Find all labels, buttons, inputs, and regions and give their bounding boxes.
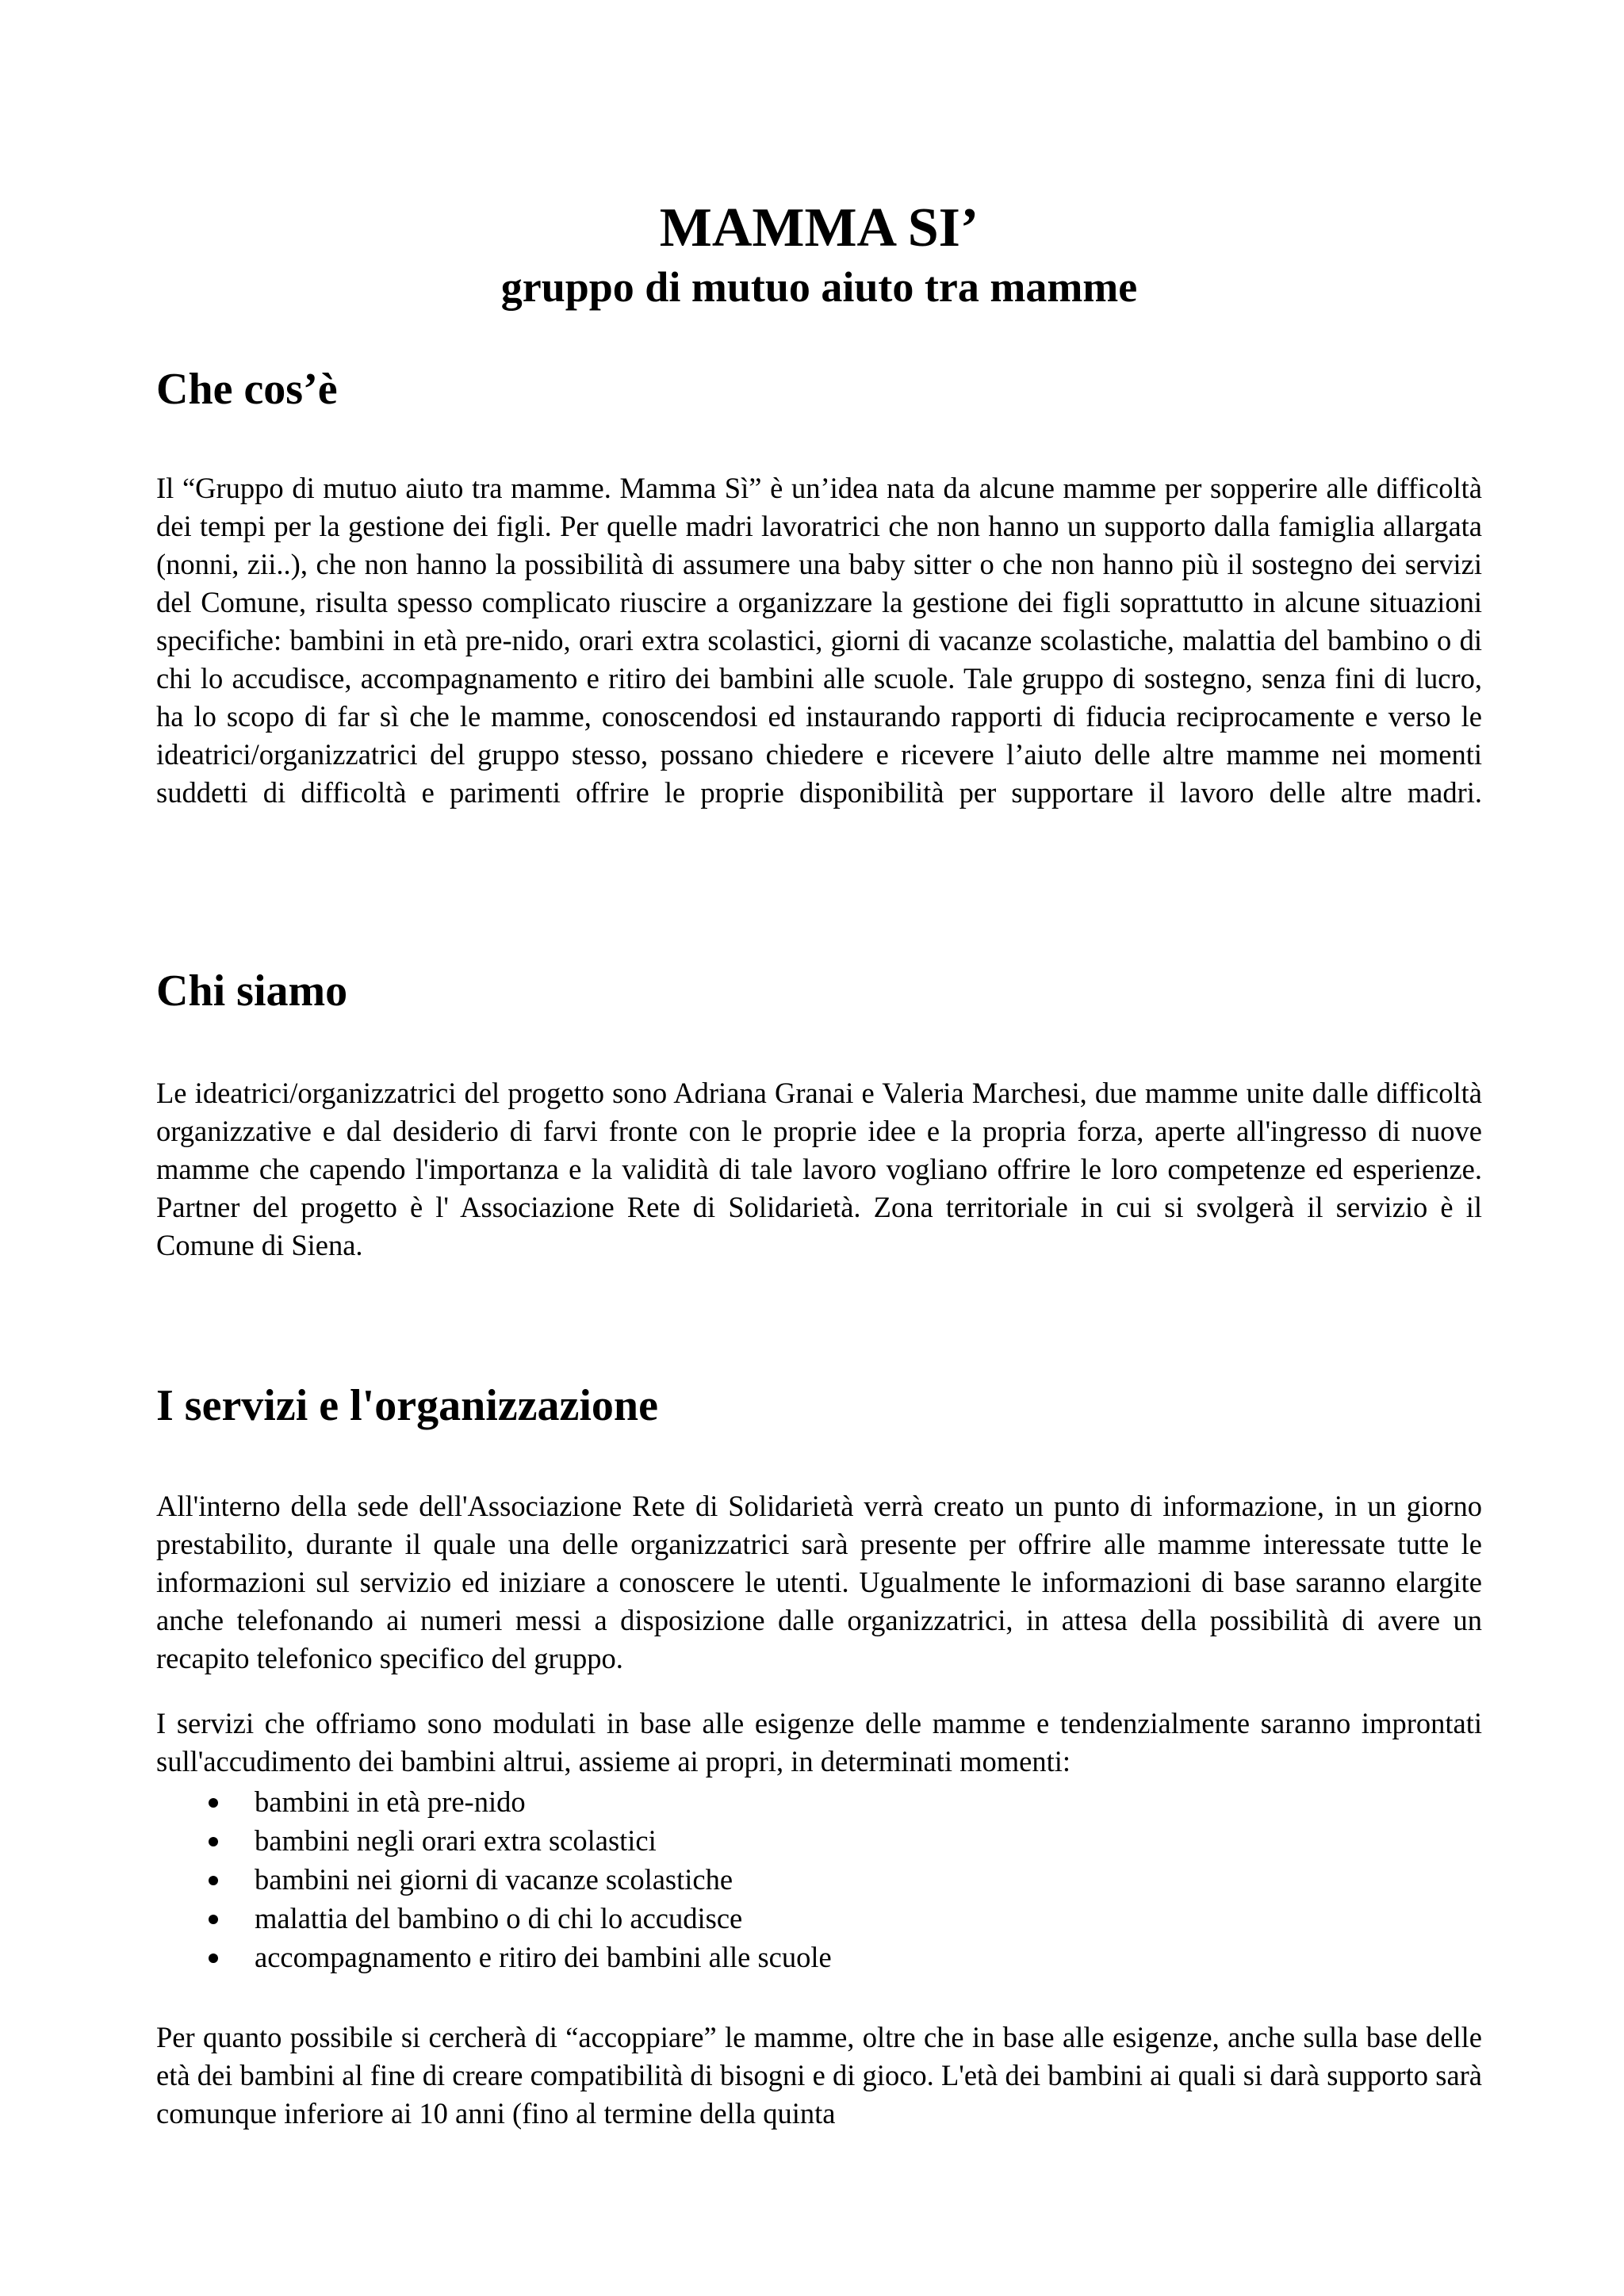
paragraph-chi-siamo [156, 1074, 1482, 1265]
section-heading-servizi: I servizi e l'organizzazione [156, 1381, 658, 1430]
list-item-text: bambini in età pre-nido [255, 1785, 526, 1818]
paragraph-servizi-1-text: All'interno della sede dell'Associazione Rete di Solidarietà verrà creato un punto di informazione, in un giorno prestabilito, durante il quale una delle organizzatrici sarà presente per offrire alle mamme interessate tutte le informazioni sul servizio ed iniziare a conoscere le utenti. Ugualmente le informazioni di base saranno elargite anche telefonando ai numeri messi a disposizione dalle organizzatrici, in attesa della possibilità di avere un recapito telefonico specifico del gruppo. [156, 1490, 1482, 1674]
paragraph-chi-siamo-text: Le ideatrici/organizzatrici del progetto sono Adriana Granai e Valeria Marchesi, due mamme unite dalle difficoltà organizzative e dal desiderio di farvi fronte con le proprie idee e la propria forza, aperte all'ingresso di nuove mamme che capendo l'importanza e la validità di tale lavoro vogliano offrire le loro competenze ed esperienze. Partner del progetto è l' Associazione Rete di Solidarietà. Zona territoriale in cui si svolgerà il servizio è il Comune di Siena. [156, 1077, 1482, 1261]
paragraph-che-cose-text: Il “Gruppo di mutuo aiuto tra mamme. Mamma Sì” è un’idea nata da alcune mamme per sopperire alle difficoltà dei tempi per la gestione dei figli. Per quelle madri lavoratrici che non hanno un supporto dalla famiglia allargata (nonni, zii..), che non hanno la possibilità di assumere una baby sitter o che non hanno più il sostegno dei servizi del Comune, risulta spesso complicato riuscire a organizzare la gestione dei figli soprattutto in alcune situazioni specifiche: bambini in età pre-nido, orari extra scolastici, giorni di vacanze scolastiche, malattia del bambino o di chi lo accudisce, accompagnamento e ritiro dei bambini alle scuole. Tale gruppo di sostegno, senza fini di lucro, ha lo scopo di far sì che le mamme, conoscendosi ed instaurando rapporti di fiducia reciprocamente e verso le ideatrici/organizzatrici del gruppo stesso, possano chiedere e ricevere l’aiuto delle altre mamme nei momenti suddetti di difficoltà e parimenti offrire le proprie disponibilità per supportare il lavoro delle altre madri. [156, 472, 1482, 809]
list-item [156, 1938, 832, 1976]
bullet-icon [209, 1837, 218, 1846]
paragraph-servizi-3-text: Per quanto possibile si cercherà di “accoppiare” le mamme, oltre che in base alle esigenze, anche sulla base delle età dei bambini al fine di creare compatibilità di bisogni e di gioco. L'età dei bambini ai quali si darà supporto sarà comunque inferiore ai 10 anni (fino al termine della quinta [156, 2021, 1482, 2130]
document-title: MAMMA SI’ [659, 197, 979, 258]
section-heading-che-cose: Che cos’è [156, 365, 338, 414]
bullet-icon [209, 1798, 218, 1808]
list-item-text: malattia del bambino o di chi lo accudisce [255, 1902, 743, 1934]
list-item-text: bambini negli orari extra scolastici [255, 1824, 657, 1857]
bullet-icon [209, 1915, 218, 1924]
paragraph-servizi-2 [156, 1705, 1482, 1781]
services-bullet-list [156, 1782, 832, 1976]
paragraph-servizi-3 [156, 2019, 1482, 2133]
list-item [156, 1899, 832, 1938]
list-item [156, 1782, 832, 1821]
list-item [156, 1860, 832, 1899]
list-item [156, 1821, 832, 1860]
paragraph-servizi-1 [156, 1487, 1482, 1678]
bullet-icon [209, 1954, 218, 1963]
section-heading-chi-siamo: Chi siamo [156, 966, 348, 1016]
paragraph-servizi-2-text: I servizi che offriamo sono modulati in base alle esigenze delle mamme e tendenzialmente saranno improntati sull'accudimento dei bambini altrui, assieme ai propri, in determinati momenti: [156, 1707, 1482, 1777]
list-item-text: accompagnamento e ritiro dei bambini alle scuole [255, 1941, 832, 1973]
document-subtitle: gruppo di mutuo aiuto tra mamme [500, 263, 1138, 311]
title-block [156, 194, 1482, 312]
paragraph-che-cose [156, 469, 1482, 812]
list-item-text: bambini nei giorni di vacanze scolastiche [255, 1863, 733, 1896]
bullet-icon [209, 1876, 218, 1885]
